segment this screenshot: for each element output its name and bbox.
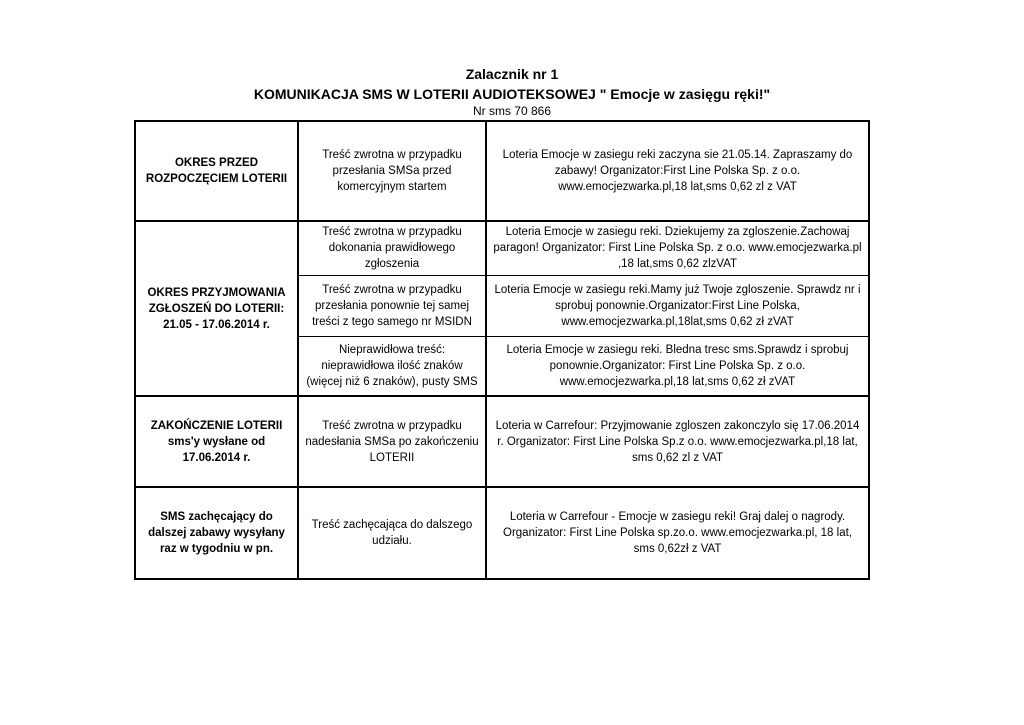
table-row xyxy=(135,221,869,275)
table-row xyxy=(135,396,869,487)
period-label: ZAKOŃCZENIE LOTERII sms'y wysłane od 17.06.2014 r. xyxy=(150,419,283,464)
condition-cell xyxy=(298,221,486,275)
sms-message-text: Loteria Emocje w zasiegu reki.Mamy już Twoje zgloszenie. Sprawdz nr i sprobuj ponownie.Organizator:First Line Polska, www.emocjezwarka.pl,18lat,sms 0,62 zł zVAT xyxy=(494,283,861,328)
period-cell xyxy=(135,396,298,487)
message-cell xyxy=(486,396,869,487)
sms-message-text: Loteria Emocje w zasiegu reki. Dziekujemy za zgloszenie.Zachowaj paragon! Organizator: First Line Polska Sp. z o.o. www.emocjezwarka.pl ,18 lat,sms 0,62 zlzVAT xyxy=(493,226,862,271)
sms-number: Nr sms 70 866 xyxy=(472,104,552,118)
table-row xyxy=(135,487,869,579)
period-label: OKRES PRZED ROZPOCZĘCIEM LOTERII xyxy=(145,157,288,185)
condition-cell xyxy=(298,396,486,487)
period-label: OKRES PRZYJMOWANIA ZGŁOSZEŃ DO LOTERII: 21.05 - 17.06.2014 r. xyxy=(147,286,286,331)
message-cell xyxy=(486,487,869,579)
period-cell xyxy=(135,221,298,396)
condition-label: Treść zwrotna w przypadku nadesłania SMSa po zakończeniu LOTERII xyxy=(305,419,479,464)
condition-cell xyxy=(298,487,486,579)
document-title: Zalacznik nr 1 xyxy=(465,66,559,82)
period-cell xyxy=(135,121,298,221)
condition-cell xyxy=(298,121,486,221)
document-subtitle: KOMUNIKACJA SMS W LOTERII AUDIOTEKSOWEJ " Emocje w zasięgu ręki!" xyxy=(253,86,771,102)
message-cell xyxy=(486,121,869,221)
sms-message-text: Loteria Emocje w zasiegu reki. Bledna tresc sms.Sprawdz i sprobuj ponownie.Organizator: First Line Polska Sp. z o.o. www.emocjezwarka.pl,18 lat,sms 0,62 zł zVAT xyxy=(506,343,849,388)
message-cell xyxy=(486,336,869,396)
sms-message-text: Loteria w Carrefour: Przyjmowanie zgloszen zakonczylo się 17.06.2014 r. Organizator: First Line Polska Sp.z o.o. www.emocjezwarka.pl,18 lat, sms 0,62 zl z VAT xyxy=(495,419,860,464)
condition-label: Treść zachęcająca do dalszego udziału. xyxy=(311,519,473,547)
condition-cell xyxy=(298,275,486,336)
table-row xyxy=(135,121,869,221)
condition-label: Treść zwrotna w przypadku przesłania SMSa przed komercyjnym startem xyxy=(322,149,462,193)
message-cell xyxy=(486,221,869,275)
sms-communication-table xyxy=(134,120,870,580)
sms-message-text: Loteria Emocje w zasiegu reki zaczyna sie 21.05.14. Zapraszamy do zabawy! Organizator:First Line Polska Sp. z o.o. www.emocjezwarka.pl,18 lat,sms 0,62 zl z VAT xyxy=(502,149,853,193)
period-label: SMS zachęcający do dalszej zabawy wysyłany raz w tygodniu w pn. xyxy=(148,511,285,555)
condition-label: Treść zwrotna w przypadku przesłania ponownie tej samej treści z tego samego nr MSIDN xyxy=(312,283,472,328)
message-cell xyxy=(486,275,869,336)
sms-message-text: Loteria w Carrefour - Emocje w zasiegu reki! Graj dalej o nagrody. Organizator: First Line Polska sp.zo.o. www.emocjezwarka.pl, 18 lat, sms 0,62zł z VAT xyxy=(503,511,852,555)
condition-label: Treść zwrotna w przypadku dokonania prawidłowego zgłoszenia xyxy=(322,226,462,271)
condition-label: Nieprawidłowa treść: nieprawidłowa ilość znaków (więcej niż 6 znaków), pusty SMS xyxy=(306,343,478,388)
period-cell xyxy=(135,487,298,579)
condition-cell xyxy=(298,336,486,396)
